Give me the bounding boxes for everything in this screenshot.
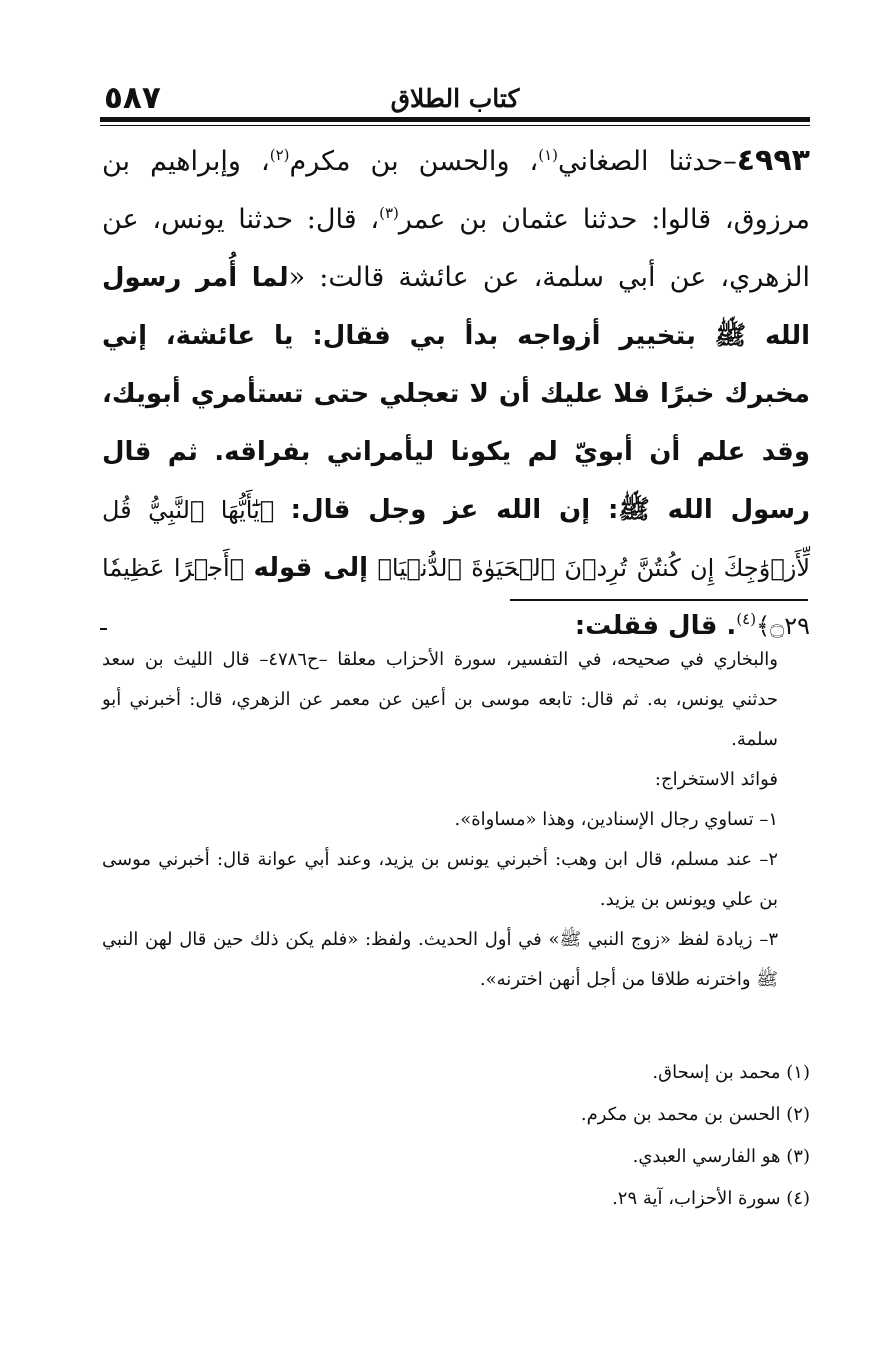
- footnote-separator: [510, 599, 808, 601]
- page-header: [100, 80, 810, 120]
- footnote-4: (٤) سورة الأحزاب، آية ٢٩.: [612, 1188, 810, 1209]
- footnote-ref-3: (٣): [379, 204, 399, 222]
- hadith-text-1: ، والحسن بن مكرم: [289, 146, 539, 177]
- hadith-text-2: ، وإبراهيم بن مرزوق، قالوا: حدثنا عثمان بن عمر: [102, 146, 811, 235]
- hadith-matn-1: لما أُمر رسول الله ﷺ بتخيير أزواجه بدأ بي فقال: يا عائشة، إني مخبرك خبرًا فلا عليك أن لا تعجلي حتى تستأمري أبويك، وقد علم أن أبويّ لم يكونا ليأمراني بفراقه. ثم قال رسول الله ﷺ: إن الله عز وجل قال:: [102, 263, 811, 525]
- footnote-ref-1: (١): [538, 146, 559, 164]
- continuation-dash: [100, 628, 107, 630]
- notes-paragraph: والبخاري في صحيحه، في التفسير، سورة الأحزاب معلقا –ح٤٧٨٦– قال الليث بن سعد حدثني يونس، به. ثم قال: تابعه موسى بن أعين عن معمر عن الزهري، قال: أخبرني أبو سلمة.: [102, 649, 779, 750]
- notes-item-1: ١– تساوي رجال الإسنادين، وهذا «مساواة».: [454, 809, 778, 830]
- hadith-matn-3: . قال فقلت:: [574, 611, 737, 641]
- hadith-text-3: ، قال: حدثنا يونس، عن الزهري، عن أبي سلمة، عن عائشة قالت: «: [102, 204, 811, 293]
- page-number: ٥٨٧: [104, 80, 161, 116]
- quran-verse-1: ﴿يَٰٓأَيُّهَا ٱلنَّبِيُّ قُل لِّأَزۡوَٰجِكَ إِن كُنتُنَّ تُرِدۡنَ ٱلۡحَيَوٰةَ ٱلدُّنۡيَا﴾: [102, 496, 811, 582]
- hadith-matn-2: إلى قوله: [253, 553, 369, 583]
- notes-item-2: ٢– عند مسلم، قال ابن وهب: أخبرني يونس بن يزيد، وعند أبي عوانة قال: أخبرني موسى بن علي ويونس بن يزيد.: [102, 849, 778, 910]
- footnote-1: (١) محمد بن إسحاق.: [652, 1062, 810, 1083]
- book-title: كتاب الطلاق: [390, 84, 520, 113]
- header-rule-thin: [100, 125, 810, 126]
- hadith-lead: –حدثنا الصغاني: [558, 146, 737, 177]
- notes-heading: فوائد الاستخراج:: [654, 769, 778, 790]
- footnote-ref-2: (٢): [269, 146, 290, 164]
- hadith-text: [102, 132, 810, 655]
- notes-item-3: ٣– زيادة لفظ «زوج النبي ﷺ» في أول الحديث. ولفظ: «فلم يكن ذلك حين قال لهن النبي ﷺ واخترنه طلاقا من أجل أنهن اخترنه».: [102, 929, 778, 990]
- footnote-3: (٣) هو الفارسي العبدي.: [632, 1146, 810, 1167]
- footnote-2: (٢) الحسن بن محمد بن مكرم.: [580, 1104, 810, 1125]
- quran-verse-2: ﴿أَجۡرًا عَظِيمٗا ۝٢٩﴾: [102, 554, 810, 640]
- footnotes-list: [102, 1052, 810, 1220]
- hadith-number: ٤٩٩٣: [736, 143, 810, 178]
- footnote-ref-4: (٤): [736, 610, 757, 628]
- notes-block: [102, 640, 810, 1000]
- header-rule-thick: [100, 117, 810, 122]
